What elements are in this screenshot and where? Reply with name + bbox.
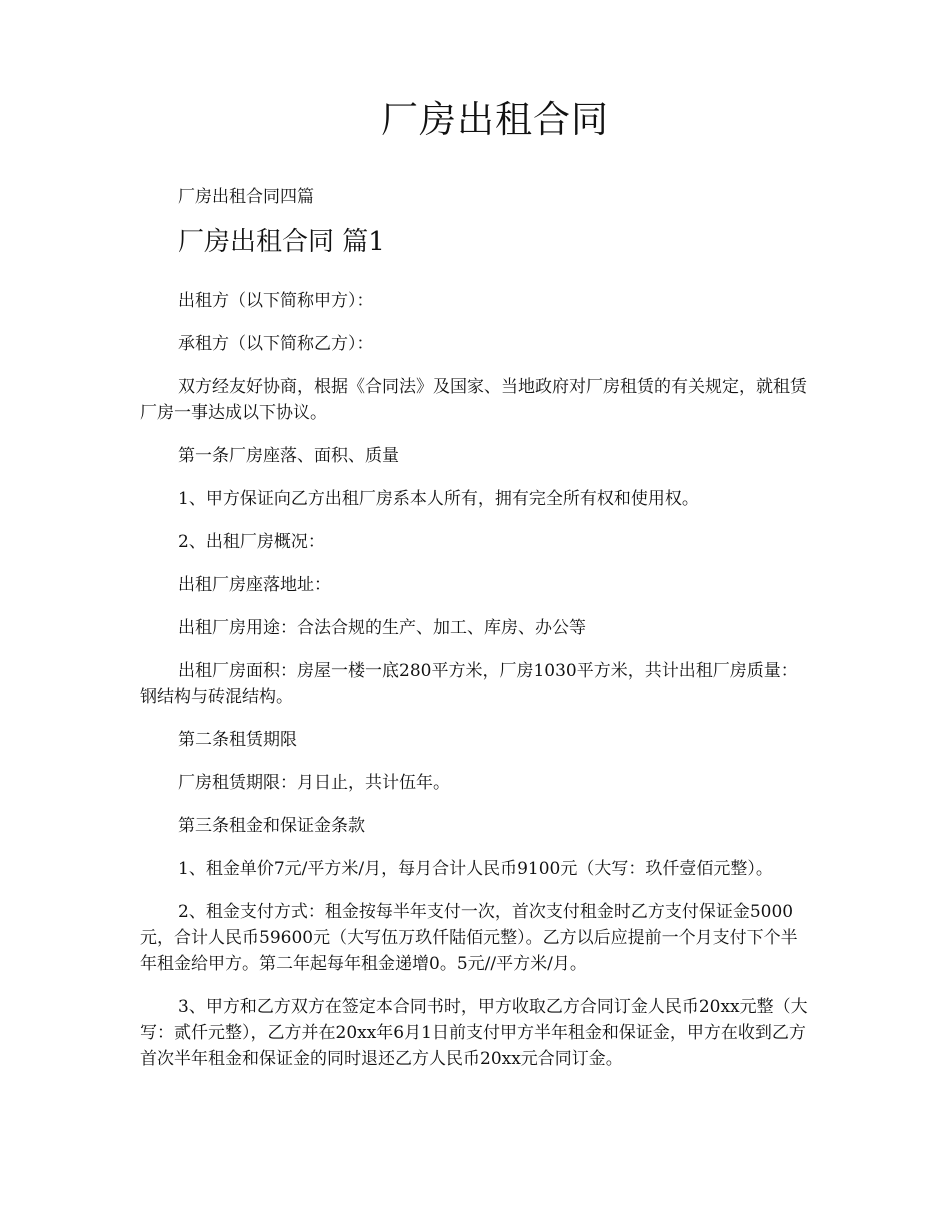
- paragraph-term: 厂房租赁期限：月日止，共计伍年。: [178, 773, 450, 793]
- section-heading: 厂房出租合同 篇1: [178, 227, 385, 257]
- paragraph-article-2-heading: 第二条租赁期限: [178, 730, 297, 750]
- document-body: [140, 288, 810, 1089]
- paragraph-area: 出租厂房面积：房屋一楼一底280平方米，厂房1030平方米，共计出租厂房质量：钢结构与砖混结构。: [140, 661, 798, 707]
- paragraph-payment-method: 2、租金支付方式：租金按每半年支付一次，首次支付租金时乙方支付保证金5000元，合计人民币59600元（大写伍万玖仟陆佰元整）。乙方以后应提前一个月支付下个半年租金给甲方。第二年起每年租金递增0。5元//平方米/月。: [140, 902, 798, 974]
- paragraph-preamble: 双方经友好协商，根据《合同法》及国家、当地政府对厂房租赁的有关规定，就租赁厂房一事达成以下协议。: [140, 377, 807, 423]
- paragraph-article-1-heading: 第一条厂房座落、面积、质量: [178, 446, 399, 466]
- paragraph-article-3-heading: 第三条租金和保证金条款: [178, 816, 365, 836]
- document-subtitle: 厂房出租合同四篇: [178, 187, 314, 207]
- document-title: 厂房出租合同: [381, 98, 609, 141]
- paragraph-rent-price: 1、租金单价7元/平方米/月，每月合计人民币9100元（大写：玖仟壹佰元整）。: [178, 859, 773, 879]
- paragraph-usage: 出租厂房用途：合法合规的生产、加工、库房、办公等: [178, 618, 586, 638]
- paragraph-lessee: 承租方（以下简称乙方）：: [178, 334, 374, 354]
- paragraph-lessor: 出租方（以下简称甲方）：: [178, 291, 374, 311]
- paragraph-article-1-item-1: 1、甲方保证向乙方出租厂房系本人所有，拥有完全所有权和使用权。: [178, 489, 699, 509]
- paragraph-address: 出租厂房座落地址：: [178, 575, 331, 595]
- paragraph-article-1-item-2: 2、出租厂房概况：: [178, 532, 325, 552]
- paragraph-deposit: 3、甲方和乙方双方在签定本合同书时，甲方收取乙方合同订金人民币20xx元整（大写：贰仟元整），乙方并在20xx年6月1日前支付甲方半年租金和保证金，甲方在收到乙方首次半年租金和保证金的同时退还乙方人民币20xx元合同订金。: [140, 997, 808, 1069]
